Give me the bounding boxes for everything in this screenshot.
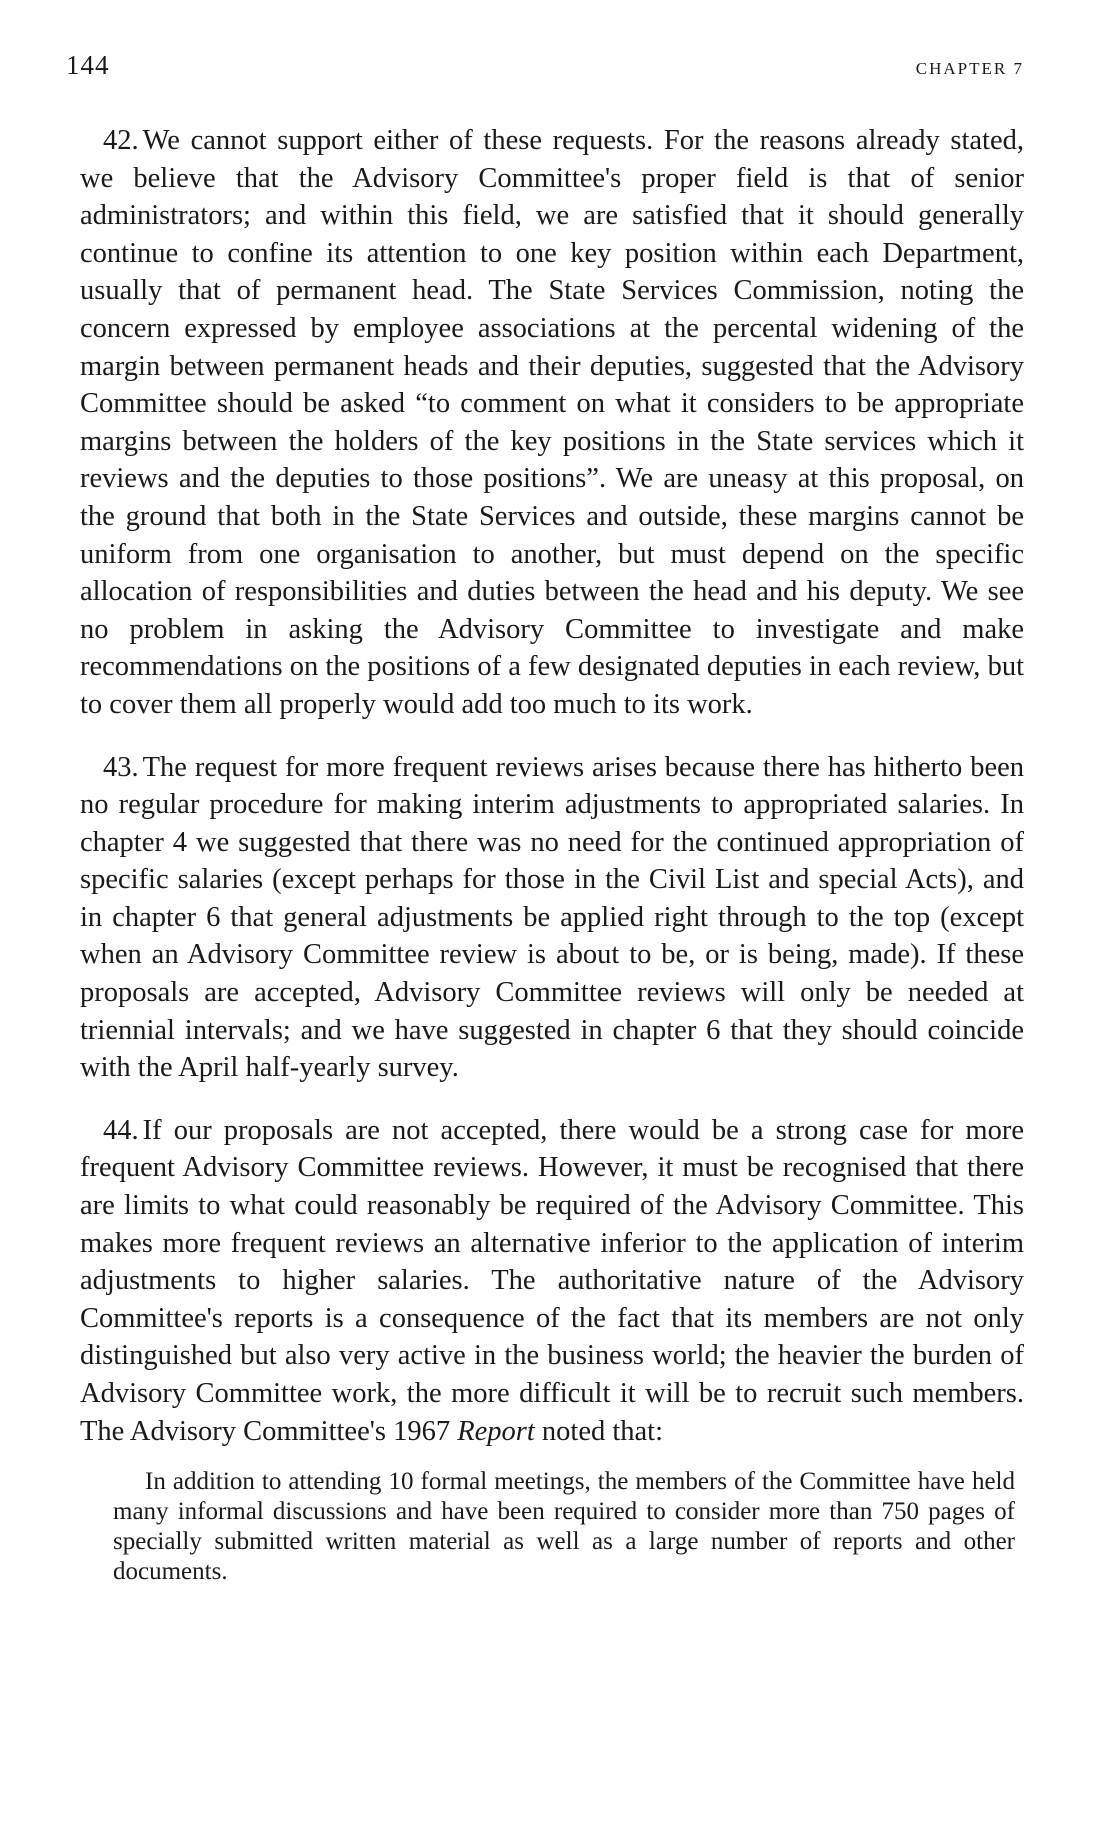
paragraph-text: The request for more frequent reviews arises because there has hitherto been no regular procedure for making interim adjustments to appropriated salaries. In chapter 4 we suggested that there was no need for the continued appropriation of specific salaries (except perhaps for those in the Civil List and special Acts), and in chapter 6 that general adjustments be applied right through to the top (except when an Advisory Committee review is about to be, or is being, made). If these proposals are accepted, Advisory Committee reviews will only be needed at triennial intervals; and we have suggested in chapter 6 that they should coincide with the April half-yearly survey. bbox=[80, 751, 1024, 1084]
paragraph-44 bbox=[80, 1112, 1024, 1450]
paragraph-text-end: noted that: bbox=[534, 1415, 664, 1447]
body-text bbox=[80, 122, 1024, 1587]
page-header bbox=[66, 50, 1024, 90]
paragraph-text: We cannot support either of these requests. For the reasons already stated, we believe that the Advisory Committee's proper field is that of senior administrators; and within this field, we are satisfied that it should generally continue to confine its attention to one key position within each Department, usually that of permanent head. The State Services Commission, noting the concern expressed by employee associations at the percental widening of the margin between permanent heads and their deputies, suggested that the Advisory Committee should be asked “to comment on what it considers to be appropriate margins between the holders of the key positions in the State services which it reviews and the deputies to those positions”. We are uneasy at this proposal, on the ground that both in the State Services and outside, these margins cannot be uniform from one organisation to another, but must depend on the specific allocation of responsibilities and duties between the head and his deputy. We see no problem in asking the Advisory Committee to investigate and make recommendations on the positions of a few designated deputies in each review, but to cover them all properly would add too much to its work. bbox=[80, 125, 1024, 720]
paragraph-number: 43. bbox=[103, 751, 139, 783]
paragraph-text: If our proposals are not accepted, there would be a strong case for more frequent Advisory Committee reviews. However, it must be recognised that there are limits to what could reasonably be required of the Advisory Committee. This makes more frequent reviews an alternative inferior to the application of interim adjustments to higher salaries. The authoritative nature of the Advisory Committee's reports is a consequence of the fact that its members are not only distinguished but also very active in the business world; the heavier the burden of Advisory Committee work, the more difficult it will be to recruit such members. The Advisory Committee's 1967 bbox=[80, 1114, 1024, 1447]
paragraph-43 bbox=[80, 749, 1024, 1087]
paragraph-number: 44. bbox=[103, 1114, 139, 1146]
paragraph-number: 42. bbox=[103, 125, 139, 156]
paragraph-42 bbox=[80, 122, 1024, 724]
report-title: Report bbox=[457, 1415, 535, 1447]
block-quote: In addition to attending 10 formal meetings, the members of the Committee have held many informal discussions and have been required to consider more than 750 pages of specially submitted written material as well as a large number of reports and other documents. bbox=[113, 1468, 1015, 1586]
page-number: 144 bbox=[66, 50, 110, 80]
running-head: CHAPTER 7 bbox=[915, 59, 1024, 78]
